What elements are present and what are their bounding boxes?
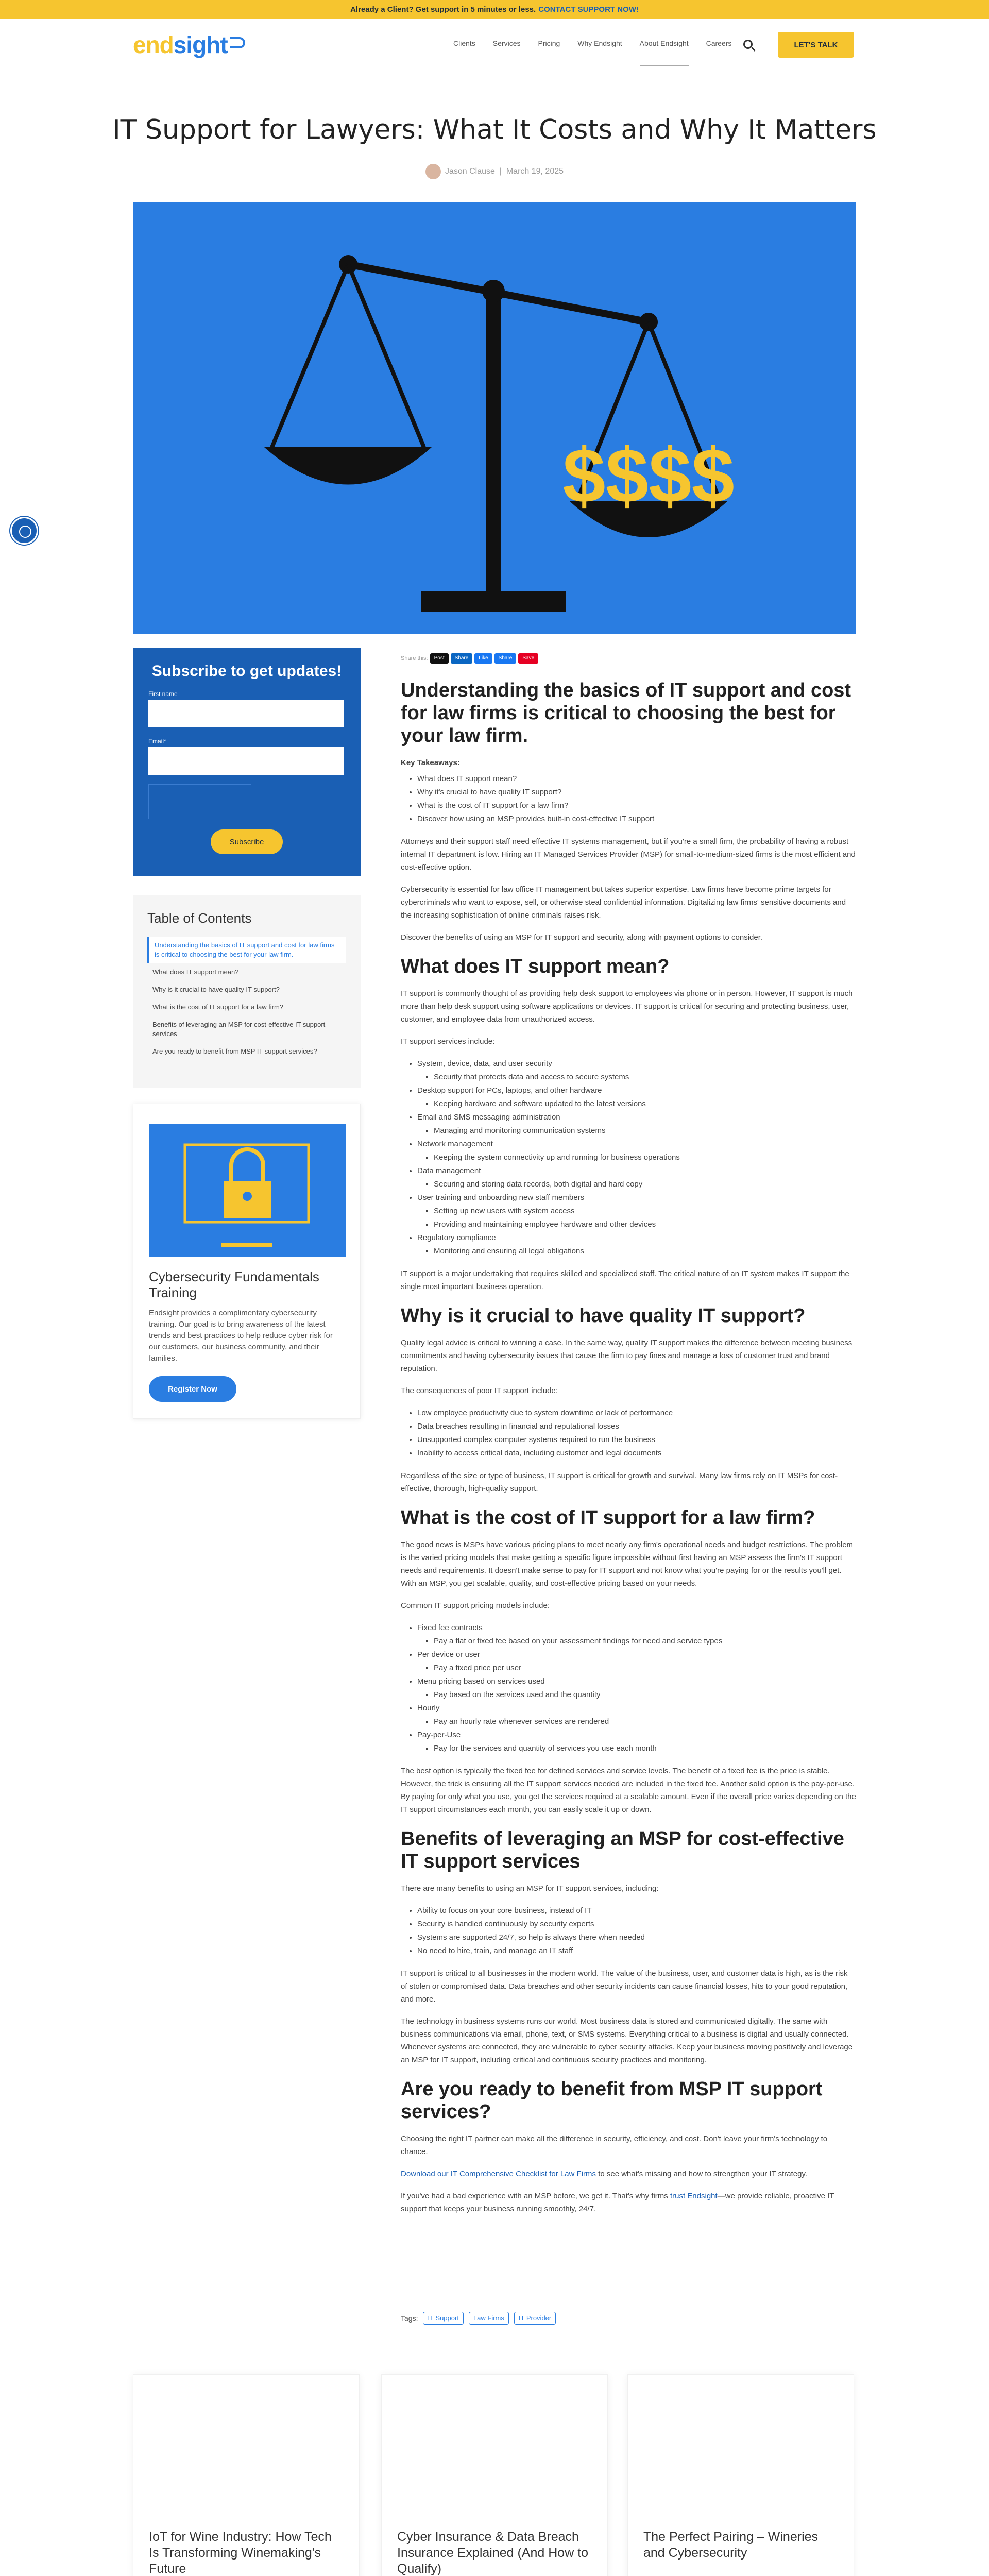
search-icon[interactable] [743,40,753,49]
list-item: • Network management ▪ Keeping the system connectivity up and running for business operations [417,1138,856,1164]
takeaways-list [417,772,856,826]
paragraph: The good news is MSPs have various pricing plans to meet nearly any firm's operational needs and budget restrictions. The problem is the varied pricing models that make getting a specific figure impossible without first having an MSP assess the firm's IT support needs and requirements. It doesn't make sense to pay for IT support and not know what you're paying for or the results you'll get. With an MSP, you get scalable, quality, and cost-effective pricing based on your needs. [401,1540,854,1588]
tag-it-provider[interactable]: IT Provider [514,2312,556,2325]
email-label: Email* [148,738,166,745]
register-now-button[interactable]: Register Now [149,1376,236,1402]
announcement-bar [0,0,989,19]
list-item: • Data management ▪ Securing and storing data records, both digital and hard copy [417,1164,856,1191]
paragraph: Common IT support pricing models include: [401,1601,550,1610]
pinterest-save-button[interactable]: Save [518,653,538,664]
captcha-box[interactable] [148,784,251,819]
share-label: Share this: [401,655,428,662]
paragraph: The best option is typically the fixed fee for defined services and service levels. The benefit of a fixed fee is the price is stable. However, the trick is ensuring all the IT support services needed are included in the fixed fee. Another solid option is the pay-per-use. By paying for only what you use, you get the services required at a scalable amount. Even if the overall price varies depending on the IT support circumstances each month, you can easily scale it up or down. [401,1767,856,1814]
list-item: • What does IT support mean? [417,772,856,786]
author-name[interactable]: Jason Clause [445,167,495,176]
tags-label: Tags: [401,2314,418,2323]
list-item: • User training and onboarding new staff members ▪ Setting up new users with system access ▪ Providing and maintaining employee hardware and other devices [417,1191,856,1231]
section-heading: Benefits of leveraging an MSP for cost-effective IT support services [401,1828,844,1872]
related-post-title[interactable]: The Perfect Pairing – Wineries and Cybersecurity [643,2530,819,2560]
list-item: • System, device, data, and user security ▪ Security that protects data and access to secure systems [417,1057,856,1084]
email-input[interactable] [148,747,344,775]
subscribe-widget [133,648,361,876]
trust-endsight-link[interactable]: trust Endsight [670,2192,718,2200]
related-post-card [133,2374,360,2576]
nav-careers[interactable]: Careers [706,39,732,47]
tag-law-firms[interactable]: Law Firms [469,2312,509,2325]
key-takeaways-label: Key Takeaways: [401,758,460,767]
money-symbols: $$$$ [562,432,735,519]
paragraph: If you've had a bad experience with an MSP before, we get it. That's why firms trust Endsight—we provide reliable, proactive IT support that keeps your business running smoothly, 24/7. [401,2192,834,2213]
paragraph: Quality legal advice is critical to winning a case. In the same way, quality IT support makes the difference between meeting business commitments and having cybersecurity issues that cause the firm to pay fines and manage a loss of customer trust and brand reputation. [401,1338,852,1373]
main-nav [453,39,731,66]
author-avatar [425,164,441,179]
tag-it-support[interactable]: IT Support [423,2312,463,2325]
paragraph: The technology in business systems runs our world. Most business data is stored and communicated digitally. The same with business communications via email, phone, text, or SMS systems. Everything critical to a business is digital and usually connected. Whenever systems are connected, they are vulnerable to cyber security attacks. Keep your business moving positively and leverage an MSP for IT support, including critical and continuous security practices and monitoring. [401,2017,853,2064]
pricing-models-list [417,1621,856,1755]
paragraph: Download our IT Comprehensive Checklist for Law Firms to see what's missing and how to strengthen your IT strategy. [401,2170,808,2178]
facebook-like-button[interactable]: Like [474,653,492,664]
list-item: • Systems are supported 24/7, so help is always there when needed [417,1931,856,1944]
hero-image [133,202,856,634]
toc-item[interactable]: Why is it crucial to have quality IT support? [152,986,280,993]
table-of-contents [133,895,361,1088]
related-post-title[interactable]: IoT for Wine Industry: How Tech Is Transforming Winemaking's Future [149,2530,332,2576]
post-date: March 19, 2025 [506,167,564,176]
share-bar [401,653,538,664]
toc-item[interactable]: Are you ready to benefit from MSP IT support services? [152,1047,317,1055]
nav-about-endsight[interactable]: About Endsight [640,39,689,66]
article-body [401,679,856,2225]
list-item: • Email and SMS messaging administration ▪ Managing and monitoring communication systems [417,1111,856,1138]
promo-title: Cybersecurity Fundamentals Training [149,1269,319,1300]
paragraph: IT support is commonly thought of as providing help desk support to employees via phone or in person. However, IT support is much more than help desk support using software applications or devices. IT support is critical for securing and protecting business, user, customer, and employee data from unauthorized access. [401,989,853,1024]
list-item: • Discover how using an MSP provides built-in cost-effective IT support [417,812,856,826]
paragraph: Cybersecurity is essential for law office IT management but takes superior expertise. Law firms have become prime targets for cybercriminals who want to expose, sell, or otherwise steal confidential information. Digitalizing law firms' sensitive documents and the increasing sophistication of online criminals raises risk. [401,885,846,920]
paragraph: Discover the benefits of using an MSP for IT support and security, along with payment options to consider. [401,933,763,942]
paragraph: IT support is a major undertaking that requires skilled and specialized staff. The critical nature of an IT system makes IT support the single most important business operation. [401,1269,849,1291]
list-item: • No need to hire, train, and manage an IT staff [417,1944,856,1958]
section-heading: Why is it crucial to have quality IT support? [401,1305,806,1327]
first-name-label: First name [148,690,178,698]
list-item: • Fixed fee contracts ▪ Pay a flat or fixed fee based on your assessment findings for need and service types [417,1621,856,1648]
consequences-list [417,1406,856,1460]
list-item: • Why it's crucial to have quality IT support? [417,786,856,799]
list-item: • Pay-per-Use ▪ Pay for the services and quantity of services you use each month [417,1728,856,1755]
accessibility-icon[interactable] [10,517,38,545]
toc-item[interactable]: Benefits of leveraging an MSP for cost-effective IT support services [152,1021,326,1038]
list-item: • Menu pricing based on services used ▪ Pay based on the services used and the quantity [417,1675,856,1702]
toc-item[interactable]: What does IT support mean? [152,968,239,976]
list-item: • Ability to focus on your core business, instead of IT [417,1904,856,1918]
related-post-card [627,2374,854,2576]
nav-pricing[interactable]: Pricing [538,39,560,47]
toc-item[interactable]: Understanding the basics of IT support and cost for law firms is critical to choosing the best for your law firm. [147,937,346,963]
checklist-download-link[interactable]: Download our IT Comprehensive Checklist for Law Firms [401,2170,596,2178]
paragraph: Regardless of the size or type of business, IT support is critical for growth and survival. Many law firms rely on IT MSPs for cost-effective, thorough, high-quality support. [401,1471,838,1493]
post-tags [401,2312,556,2325]
endsight-logo[interactable]: endsight [133,31,228,59]
announcement-text: Already a Client? Get support in 5 minutes or less. [350,5,536,14]
list-item: • Low employee productivity due to system downtime or lack of performance [417,1406,856,1420]
subscribe-button[interactable]: Subscribe [211,829,283,854]
list-item: • Inability to access critical data, including customer and legal documents [417,1447,856,1460]
related-post-title[interactable]: Cyber Insurance & Data Breach Insurance Explained (And How to Qualify) [397,2530,589,2576]
lets-talk-button[interactable]: LET'S TALK [778,32,854,58]
subscribe-title: Subscribe to get updates! [151,663,342,680]
facebook-share-button[interactable]: Share [494,653,517,664]
padlock-icon [149,1124,346,1257]
first-name-input[interactable] [148,700,344,727]
paragraph: IT support is critical to all businesses in the modern world. The value of the business, user, and customer data is high, as is the risk of stolen or compromised data. Data breaches and other security incidents can cause financial losses, hits to your good reputation, and more. [401,1969,848,2004]
list-item: • Security is handled continuously by security experts [417,1918,856,1931]
promo-card [133,1104,361,1419]
intro-heading: Understanding the basics of IT support and cost for law firms is critical to choosing the best for your law firm. [401,680,851,747]
site-header [0,19,989,70]
related-post-card [381,2374,608,2576]
section-heading: Are you ready to benefit from MSP IT support services? [401,2078,823,2123]
list-item: • Regulatory compliance ▪ Monitoring and ensuring all legal obligations [417,1231,856,1258]
list-item: • Unsupported complex computer systems required to run the business [417,1433,856,1447]
linkedin-share-button[interactable]: Share [451,653,473,664]
nav-clients[interactable]: Clients [453,39,475,47]
section-heading: What does IT support mean? [401,956,670,977]
contact-support-link[interactable]: CONTACT SUPPORT NOW! [538,5,639,14]
list-item: • What is the cost of IT support for a law firm? [417,799,856,812]
toc-title: Table of Contents [147,910,252,926]
byline: Jason Clause | March 19, 2025 [0,164,989,179]
nav-services[interactable]: Services [492,39,521,47]
toc-item[interactable]: What is the cost of IT support for a law firm? [152,1003,284,1011]
scales-of-justice-icon [133,202,856,634]
paragraph: IT support services include: [401,1037,495,1046]
paragraph: Choosing the right IT partner can make all the difference in security, efficiency, and cost. Don't leave your firm's technology to chance. [401,2134,828,2156]
list-item: • Data breaches resulting in financial and reputational losses [417,1420,856,1433]
list-item: • Desktop support for PCs, laptops, and other hardware ▪ Keeping hardware and software updated to the latest versions [417,1084,856,1111]
paragraph: There are many benefits to using an MSP for IT support services, including: [401,1884,659,1893]
benefits-list [417,1904,856,1958]
paragraph: The consequences of poor IT support include: [401,1386,558,1395]
page-title: IT Support for Lawyers: What It Costs and Why It Matters [112,114,877,145]
promo-text: Endsight provides a complimentary cybersecurity training. Our goal is to bring awareness of the latest trends and best practices to help reduce cyber risk for our customers, our business community, and their families. [149,1309,333,1363]
paragraph: Attorneys and their support staff need effective IT systems management, but if you're a small firm, the probability of having a robust internal IT department is low. Hiring an IT Managed Services Provider (MSP) for small-to-medium-sized firms is the most efficient and cost-effective option. [401,837,856,872]
promo-image [149,1124,346,1257]
nav-why-endsight[interactable]: Why Endsight [577,39,622,47]
post-button[interactable]: Post [430,653,449,664]
services-list [417,1057,856,1258]
section-heading: What is the cost of IT support for a law firm? [401,1507,815,1529]
list-item: • Per device or user ▪ Pay a fixed price per user [417,1648,856,1675]
list-item: • Hourly ▪ Pay an hourly rate whenever services are rendered [417,1702,856,1728]
